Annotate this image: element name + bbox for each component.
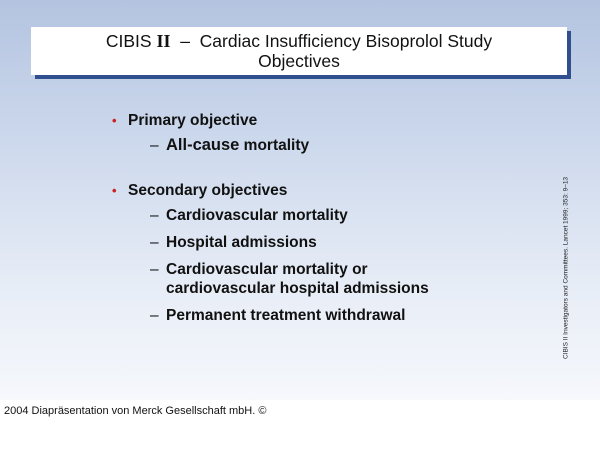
secondary-item-text: Permanent treatment withdrawal	[166, 307, 406, 324]
primary-objective-heading: Primary objective	[128, 112, 258, 129]
secondary-objectives-heading: Secondary objectives	[128, 182, 288, 199]
secondary-objectives-group	[112, 182, 532, 325]
title-roman: II	[156, 31, 171, 51]
objectives-list	[112, 112, 532, 352]
secondary-sub-list	[112, 206, 532, 325]
list-item	[150, 233, 532, 252]
title-box	[31, 27, 567, 75]
primary-item-emphasis: All-cause	[166, 136, 240, 154]
bullet-icon: •	[112, 183, 117, 198]
dash-icon: –	[150, 137, 159, 154]
list-item	[150, 206, 532, 225]
title-line-2: Objectives	[258, 51, 340, 71]
title-line-1	[106, 31, 492, 51]
list-item	[150, 306, 532, 325]
dash-icon: –	[150, 307, 159, 324]
dash-icon: –	[150, 234, 159, 251]
citation: CIBIS II Investigators and Committees. Lancet 1999; 353: 9–13	[562, 176, 570, 360]
bullet-icon: •	[112, 113, 117, 128]
primary-item-rest: mortality	[239, 137, 310, 154]
list-item	[150, 136, 532, 155]
secondary-item-text: Cardiovascular mortality or cardiovascular hospital admissions	[166, 261, 429, 297]
copyright-footer: 2004 Diapräsentation von Merck Gesellschaft mbH. ©	[4, 405, 267, 417]
secondary-item-text: Hospital admissions	[166, 234, 317, 251]
title-main: Cardiac Insufficiency Bisoprolol Study	[199, 31, 493, 51]
dash-icon: –	[150, 207, 159, 224]
secondary-objectives-bullet	[112, 182, 532, 202]
title-prefix: CIBIS	[105, 31, 152, 51]
primary-objective-bullet	[112, 112, 532, 132]
primary-objective-group	[112, 112, 532, 155]
secondary-item-text: Cardiovascular mortality	[166, 207, 348, 224]
dash-icon: –	[150, 261, 159, 278]
title-dash: –	[180, 31, 190, 51]
primary-sub-list	[112, 136, 532, 155]
list-item	[150, 260, 532, 298]
primary-item-text	[166, 136, 532, 155]
